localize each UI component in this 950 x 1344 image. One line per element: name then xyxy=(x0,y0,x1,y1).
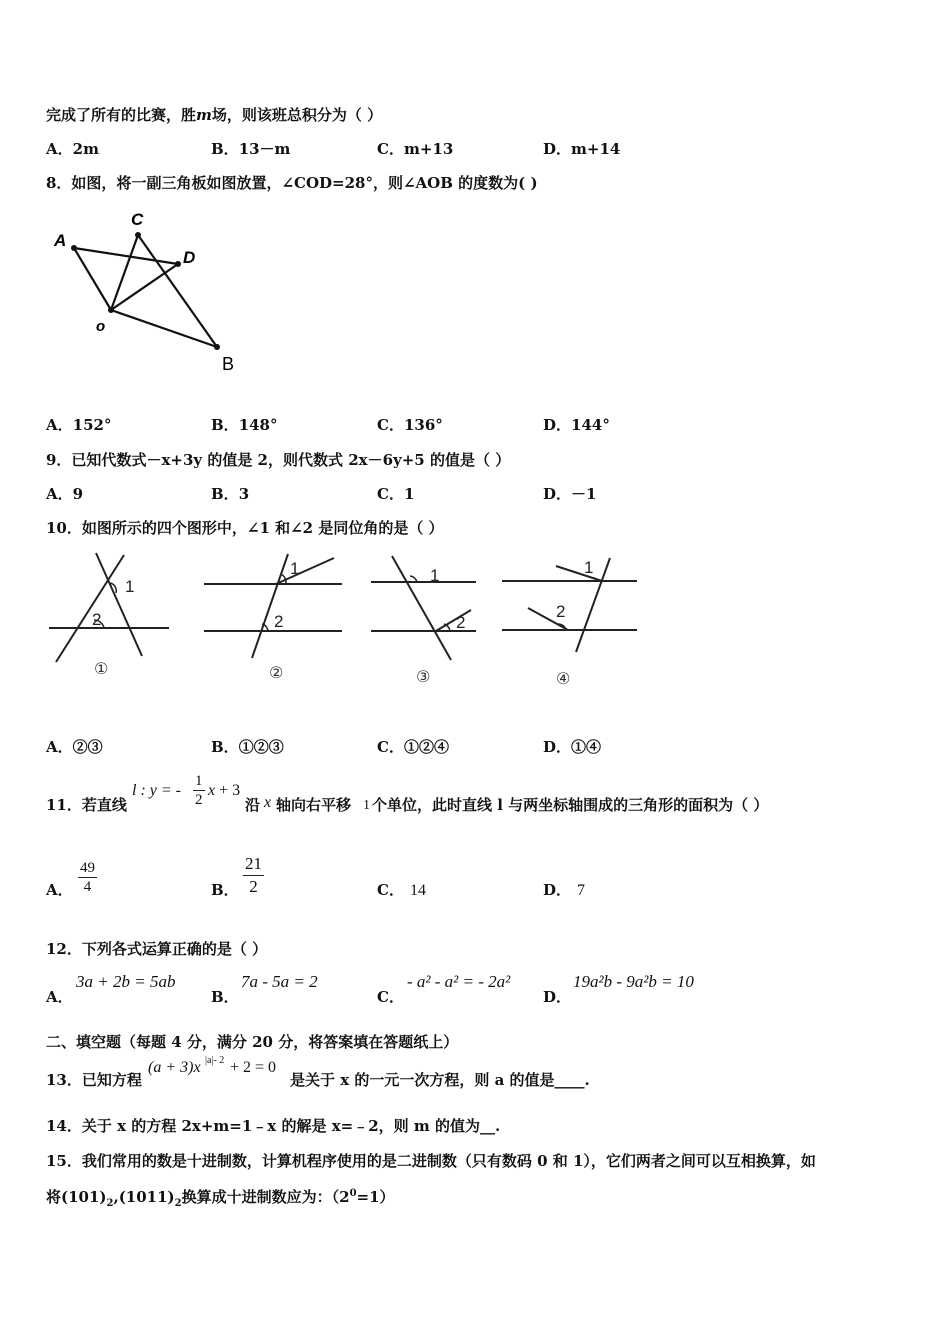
q8-option-b: B．148° xyxy=(211,416,278,434)
q9-option-c: C．1 xyxy=(377,485,415,503)
q12-stem: 12．下列各式运算正确的是（ ） xyxy=(46,940,268,958)
q7-option-a: A．2m xyxy=(46,140,99,158)
fig-label-2: ② xyxy=(269,665,284,682)
q7-option-d: D．m+14 xyxy=(543,140,621,158)
f1-angle-2: 2 xyxy=(92,610,102,629)
label-d: D xyxy=(183,248,196,267)
q15-line-1: 15．我们常用的数是十进制数，计算机程序使用的是二进制数（只有数码 0 和 1），它们两者之间可以互相换算，如 xyxy=(46,1152,816,1170)
q9-option-d: D．－1 xyxy=(543,485,597,503)
q8-option-a: A．152° xyxy=(46,416,112,434)
f3-angle-2: 2 xyxy=(456,613,466,632)
q10-option-d: D．①④ xyxy=(543,738,602,756)
q10-figures xyxy=(46,548,646,693)
q11-option-c: C． 14 xyxy=(377,881,426,899)
q9-option-b: B．3 xyxy=(211,485,250,503)
q10-stem: 10．如图所示的四个图形中，∠1 和∠2 是同位角的是（ ） xyxy=(46,519,444,537)
f4-angle-1: 1 xyxy=(584,558,594,577)
q7-stem: 完成了所有的比赛，胜m场，则该班总积分为（ ） xyxy=(46,106,383,124)
q7-option-c: C．m+13 xyxy=(377,140,454,158)
q11-option-b: B． $\frac{21}{2}$ xyxy=(211,854,262,899)
fig-label-4: ④ xyxy=(556,671,571,688)
q10-option-a: A．②③ xyxy=(46,738,103,756)
f4-angle-2: 2 xyxy=(556,602,566,621)
label-a: A xyxy=(54,231,67,250)
fig-label-1: ① xyxy=(94,661,109,678)
label-b: B xyxy=(222,354,235,374)
q11-option-a: A． $\frac{49}{4}$ xyxy=(46,860,95,899)
q9-stem: 9．已知代数式－x+3y 的值是 2，则代数式 2x－6y+5 的值是（ ） xyxy=(46,451,511,469)
q7-option-b: B．13－m xyxy=(211,140,291,158)
label-o: o xyxy=(96,318,106,335)
q10-option-b: B．①②③ xyxy=(211,738,284,756)
q15-line-2: 将$(101)_2,(1011)_2$换算成十进制数应为：$(2^0=1)$ xyxy=(46,1188,395,1209)
label-c: C xyxy=(131,210,144,229)
q8-figure xyxy=(46,205,256,375)
q8-option-c: C．136° xyxy=(377,416,443,434)
f1-angle-1: 1 xyxy=(125,577,135,596)
f2-angle-1: 1 xyxy=(290,559,300,578)
section-2-heading: 二、填空题（每题 4 分，满分 20 分，将答案填在答题纸上） xyxy=(46,1033,459,1051)
f2-angle-2: 2 xyxy=(274,612,284,631)
fig-label-3: ③ xyxy=(416,669,431,686)
q9-option-a: A．9 xyxy=(46,485,84,503)
f3-angle-1: 1 xyxy=(430,566,440,585)
q11-option-d: D． 7 xyxy=(543,881,586,899)
q8-stem: 8．如图，将一副三角板如图放置，∠COD=28°，则∠AOB 的度数为( ) xyxy=(46,174,538,192)
q8-option-d: D．144° xyxy=(543,416,610,434)
q10-option-c: C．①②④ xyxy=(377,738,449,756)
q14-stem: 14．关于 x 的方程 2x+m=1﹣x 的解是 x=﹣2，则 m 的值为__. xyxy=(46,1117,501,1135)
